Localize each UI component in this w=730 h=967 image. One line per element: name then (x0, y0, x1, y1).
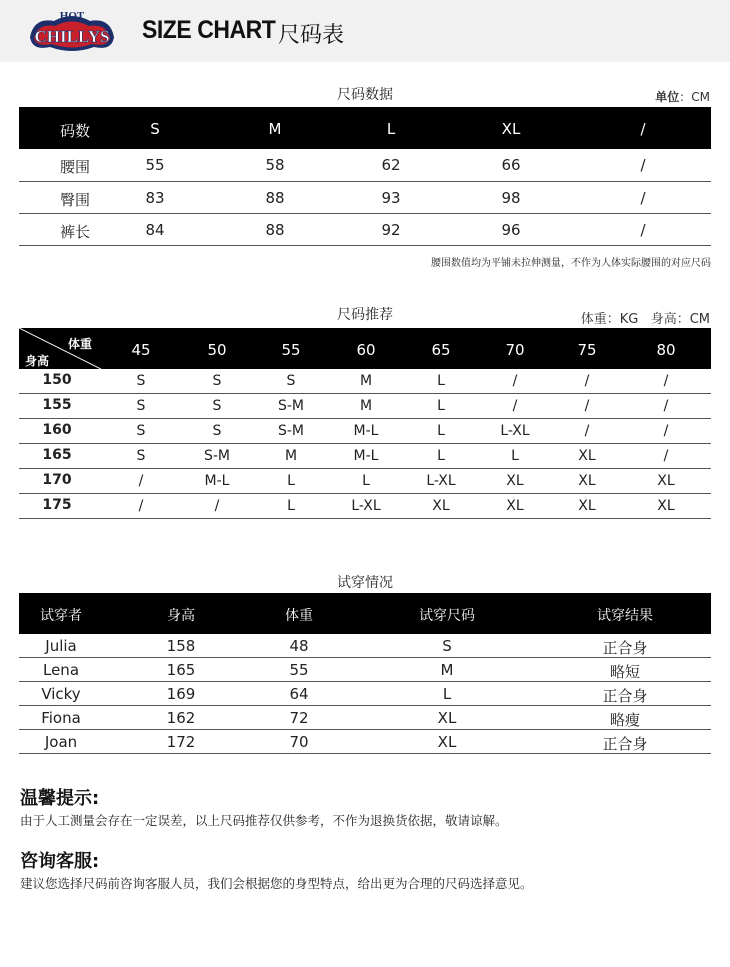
size-cell: XL (657, 473, 675, 489)
tester-name: Lena (42, 661, 80, 679)
weight-header: 70 (505, 341, 525, 359)
header-cell: S (150, 120, 160, 138)
table-cell: 96 (501, 221, 521, 239)
recommend-table (19, 328, 711, 519)
table-row (19, 634, 711, 658)
table-cell: / (640, 189, 646, 207)
size-cell: L (511, 448, 519, 464)
page-header (0, 0, 730, 62)
size-cell: / (663, 448, 669, 464)
size-cell: XL (578, 473, 596, 489)
page-subtitle: 尺码表 (278, 23, 345, 48)
table-cell: XL (437, 709, 457, 727)
weight-header: 65 (431, 341, 451, 359)
header-cell: 试穿者 (40, 608, 82, 624)
size-cell: M (359, 373, 373, 389)
weight-header: 50 (207, 341, 227, 359)
size-cell: L-XL (351, 498, 381, 514)
table-cell: 正合身 (602, 687, 648, 705)
height-label: 155 (42, 397, 72, 413)
size-cell: M (284, 448, 298, 464)
tryon-rows (19, 634, 711, 754)
size-cell: / (512, 373, 518, 389)
weight-header: 75 (577, 341, 597, 359)
logo-top-text: HOT (59, 10, 85, 22)
row-label: 腰围 (59, 158, 90, 176)
table-cell: 64 (289, 685, 309, 703)
table-cell: XL (437, 733, 457, 751)
size-cell: XL (578, 448, 596, 464)
size-cell: L (437, 373, 445, 389)
page-title: SIZE CHART (142, 16, 276, 44)
size-cell: L-XL (500, 423, 530, 439)
table-cell: 正合身 (602, 639, 648, 657)
corner-height-label: 身高 (24, 354, 49, 368)
table-cell: 70 (289, 733, 309, 751)
size-cell: / (663, 373, 669, 389)
table-cell: 58 (265, 156, 285, 174)
logo-main-text: CHILLYS (34, 27, 110, 46)
size-cell: XL (432, 498, 450, 514)
header-cell: L (386, 120, 396, 138)
size-cell: L (287, 498, 295, 514)
size-cell: S (136, 423, 146, 439)
weight-header: 80 (656, 341, 676, 359)
size-cell: M-L (353, 423, 379, 439)
header-cell: 试穿尺码 (419, 608, 475, 624)
table-row (19, 494, 711, 519)
size-data-note: 腰围数值均为平铺未拉伸测量，不作为人体实际腰围的对应尺码 (431, 258, 711, 269)
table-cell: / (640, 156, 646, 174)
size-cell: L-XL (426, 473, 456, 489)
size-cell: S (212, 423, 222, 439)
table-cell: 66 (501, 156, 521, 174)
size-cell: L (437, 423, 445, 439)
header-cell: 试穿结果 (597, 608, 653, 624)
table-cell: 88 (265, 189, 285, 207)
table-cell: 172 (166, 733, 196, 751)
table-cell: 55 (289, 661, 309, 679)
size-data-table (19, 107, 711, 246)
size-cell: / (584, 398, 590, 414)
height-label: 170 (42, 472, 72, 488)
tester-name: Joan (44, 733, 78, 751)
size-cell: / (663, 398, 669, 414)
table-cell: 92 (381, 221, 401, 239)
tester-name: Vicky (41, 685, 81, 703)
header-cell: M (268, 120, 282, 138)
corner-weight-label: 体重 (67, 337, 92, 351)
brand-logo (24, 7, 120, 55)
height-label: 160 (42, 422, 72, 438)
table-cell: 169 (166, 685, 196, 703)
height-label: 175 (42, 497, 72, 513)
table-row (19, 444, 711, 469)
table-row (19, 394, 711, 419)
service-tip-text: 建议您选择尺码前咨询客服人员，我们会根据您的身型特点，给出更为合理的尺码选择意见。 (20, 876, 533, 891)
table-cell: 98 (501, 189, 521, 207)
size-cell: / (584, 373, 590, 389)
weight-header: 55 (281, 341, 301, 359)
tryon-table (19, 593, 711, 754)
header-cell: 码数 (59, 122, 90, 140)
size-cell: L (362, 473, 370, 489)
size-cell: M (359, 398, 373, 414)
height-label: 150 (42, 372, 72, 388)
recommend-title: 尺码推荐 (337, 307, 393, 323)
size-cell: S-M (277, 398, 305, 414)
size-cell: S (212, 373, 222, 389)
size-cell: / (214, 498, 220, 514)
tester-name: Julia (45, 637, 77, 655)
table-cell: 正合身 (602, 735, 648, 753)
size-cell: S-M (203, 448, 231, 464)
tester-name: Fiona (41, 709, 81, 727)
header-cell: 体重 (285, 608, 313, 624)
table-cell: 165 (166, 661, 196, 679)
table-cell: S (442, 637, 452, 655)
size-cell: L (437, 398, 445, 414)
table-cell: 84 (145, 221, 165, 239)
tryon-header-row (19, 593, 711, 634)
row-label: 臀围 (59, 191, 90, 209)
warm-tip-text: 由于人工测量会存在一定误差，以上尺码推荐仅供参考，不作为退换货依据，敬请谅解。 (20, 813, 508, 828)
table-cell: 略瘦 (609, 711, 640, 729)
size-data-header-row (19, 107, 711, 149)
table-cell: 83 (145, 189, 165, 207)
service-tip-title: 咨询客服: (20, 851, 100, 872)
table-row (19, 149, 711, 182)
table-cell: / (640, 221, 646, 239)
size-data-unit: 单位：CM (655, 90, 710, 104)
size-cell: / (138, 473, 144, 489)
size-cell: / (663, 423, 669, 439)
recommend-header-row (19, 328, 711, 369)
table-cell: 62 (381, 156, 401, 174)
table-cell: 48 (289, 637, 309, 655)
recommend-unit: 体重：KG 身高：CM (580, 312, 710, 327)
size-cell: XL (657, 498, 675, 514)
size-cell: S (212, 398, 222, 414)
table-cell: 72 (289, 709, 309, 727)
weight-header: 60 (356, 341, 376, 359)
header-cell: XL (501, 120, 521, 138)
table-row (19, 730, 711, 754)
size-cell: S (136, 448, 146, 464)
tryon-title: 试穿情况 (337, 575, 393, 591)
table-cell: 162 (166, 709, 196, 727)
size-cell: M-L (353, 448, 379, 464)
height-label: 165 (42, 447, 72, 463)
header-cell: 身高 (167, 608, 195, 624)
size-cell: XL (506, 498, 524, 514)
table-cell: 158 (166, 637, 196, 655)
table-cell: M (440, 661, 454, 679)
size-cell: S (286, 373, 296, 389)
table-cell: 55 (145, 156, 165, 174)
size-cell: S (136, 398, 146, 414)
table-cell: 93 (381, 189, 401, 207)
size-data-title: 尺码数据 (337, 87, 393, 103)
warm-tip-title: 温馨提示: (20, 788, 100, 809)
table-cell: 略短 (609, 663, 640, 681)
header-cell: / (640, 120, 646, 138)
size-cell: S (136, 373, 146, 389)
table-row (19, 214, 711, 246)
table-row (19, 658, 711, 682)
size-cell: M-L (204, 473, 230, 489)
table-row (19, 419, 711, 444)
size-cell: XL (578, 498, 596, 514)
size-cell: / (138, 498, 144, 514)
size-cell: S-M (277, 423, 305, 439)
table-row (19, 369, 711, 394)
table-row (19, 182, 711, 214)
size-cell: L (287, 473, 295, 489)
row-label: 裤长 (59, 223, 90, 241)
recommend-rows (19, 369, 711, 519)
size-cell: L (437, 448, 445, 464)
size-cell: XL (506, 473, 524, 489)
table-cell: L (442, 685, 452, 703)
table-row (19, 469, 711, 494)
table-cell: 88 (265, 221, 285, 239)
table-row (19, 682, 711, 706)
size-cell: / (584, 423, 590, 439)
table-row (19, 706, 711, 730)
size-cell: / (512, 398, 518, 414)
weight-header: 45 (131, 341, 151, 359)
